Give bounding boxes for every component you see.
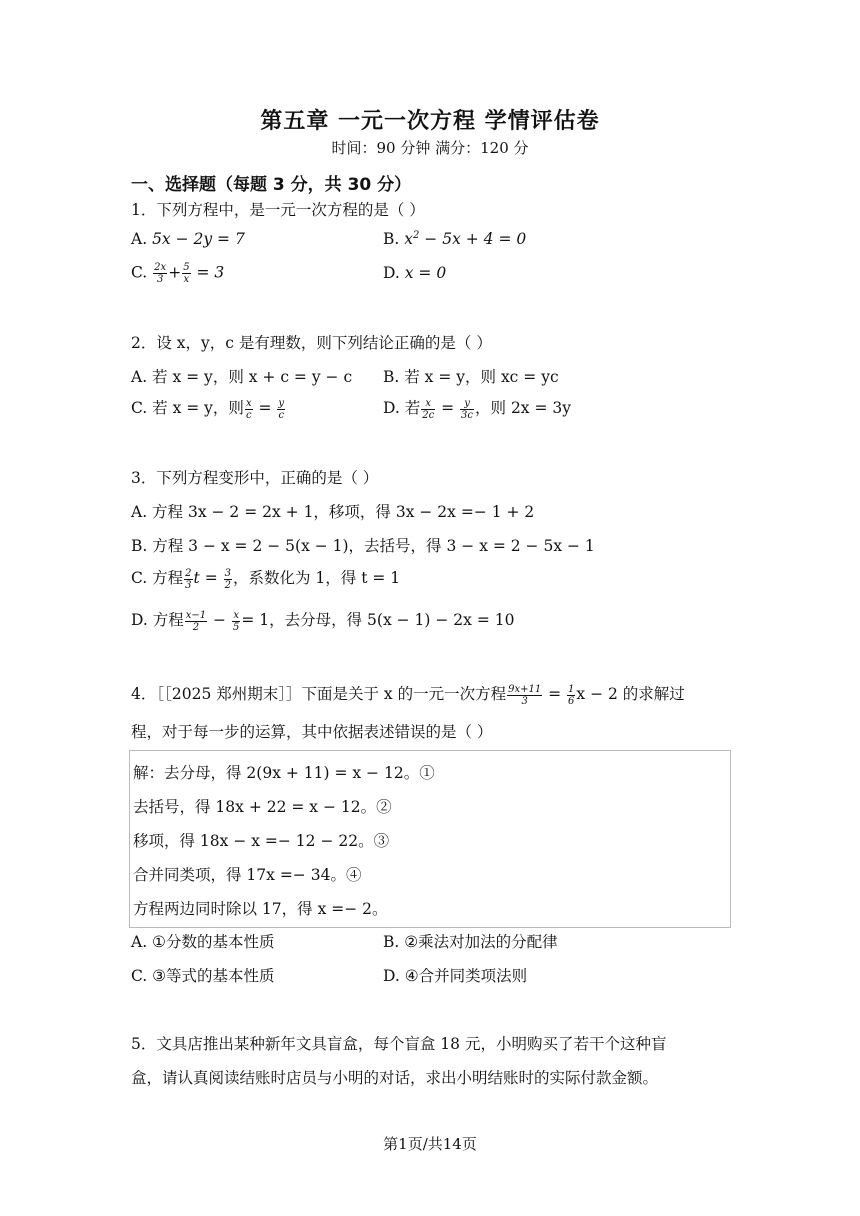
question-4-option-b: B. ②乘法对加法的分配律 xyxy=(383,933,558,951)
question-5-line-1: 5．文具店推出某种新年文具盲盒，每个盲盒 18 元，小明购买了若干个这种盲 xyxy=(131,1035,667,1053)
solution-step: 合并同类项，得 17x =− 34。④ xyxy=(133,866,362,884)
question-2-stem: 2．设 x，y，c 是有理数，则下列结论正确的是（ ） xyxy=(131,334,492,352)
exam-info: 时间：90 分钟 满分：120 分 xyxy=(331,139,529,157)
fraction: $\frac{x}{2c}$ xyxy=(422,397,435,421)
solution-box xyxy=(129,750,731,928)
fraction: $\frac{y}{3c}$ xyxy=(461,397,474,421)
solution-step: 方程两边同时除以 17，得 x =− 2。 xyxy=(133,900,388,918)
question-3-option-a: A. 方程 3x − 2 = 2x + 1，移项，得 3x − 2x =− 1 + 2 xyxy=(131,503,535,521)
question-1-option-c: C. $\frac{2x}{3}$ + $\frac{5}{x}$ = 3 xyxy=(131,262,225,285)
solution-step: 去括号，得 18x + 22 = x − 12。② xyxy=(133,798,392,816)
option-text: D. 方程 xyxy=(131,611,184,629)
question-4-option-a: A. ①分数的基本性质 xyxy=(131,933,275,951)
option-text: ，则 2x = 3y xyxy=(475,399,572,417)
question-5-line-2: 盒，请认真阅读结账时店员与小明的对话，求出小明结账时的实际付款金额。 xyxy=(131,1069,659,1087)
question-2-option-a: A. 若 x = y，则 x + c = y − c xyxy=(131,368,353,386)
option-label: C. xyxy=(131,263,153,282)
fraction: $\frac{x}{c}$ xyxy=(245,397,252,421)
question-2-option-c: C. 若 x = y，则 $\frac{x}{c}$ = $\frac{y}{c}$ xyxy=(131,397,285,421)
fraction: $\frac{2x}{3}$ xyxy=(154,262,167,285)
option-text: = 1，去分母，得 5(x − 1) − 2x = 10 xyxy=(241,611,515,629)
question-2-option-d: D. 若 $\frac{x}{2c}$ = $\frac{y}{3c}$ ，则 2x = 3y xyxy=(383,397,572,421)
solution-step: 移项，得 18x − x =− 12 − 22。③ xyxy=(133,832,390,850)
option-label: A. xyxy=(131,230,153,248)
question-3-stem: 3．下列方程变形中，正确的是（ ） xyxy=(131,469,379,487)
option-label: D. xyxy=(383,264,405,282)
fraction: $\frac{1}{6}$ xyxy=(568,683,575,707)
option-text: C. 方程 xyxy=(131,569,184,587)
fraction: $\frac{x-1}{2}$ xyxy=(185,609,207,633)
section-heading: 一、选择题（每题 3 分，共 30 分） xyxy=(131,175,412,195)
question-4-stem-line-2: 程，对于每一步的运算，其中依据表述错误的是（ ） xyxy=(131,723,493,741)
question-3-option-b: B. 方程 3 − x = 2 − 5(x − 1)，去括号，得 3 − x = 2 − 5x − 1 xyxy=(131,537,595,555)
question-1-stem: 1．下列方程中，是一元一次方程的是（ ） xyxy=(131,201,425,219)
fraction: $\frac{y}{c}$ xyxy=(278,397,285,421)
stem-text: 4．［［2025 郑州期末］］下面是关于 x 的一元一次方程 xyxy=(131,685,507,703)
question-1-option-b xyxy=(383,230,526,248)
option-text: ，系数化为 1，得 t = 1 xyxy=(233,569,401,587)
question-2-option-b: B. 若 x = y，则 xc = yc xyxy=(383,368,559,386)
page-title: 第五章 一元一次方程 学情评估卷 xyxy=(260,109,600,134)
question-1-option-a xyxy=(131,230,245,248)
fraction: $\frac{2}{3}$ xyxy=(185,567,192,591)
option-math: $x^2 - 5x + 4 = 0$ xyxy=(404,230,527,249)
fraction: $\frac{x}{5}$ xyxy=(232,609,240,633)
option-math: 5x − 2y = 7 xyxy=(152,230,245,248)
option-text: C. 若 x = y，则 xyxy=(131,399,244,417)
fraction: $\frac{9x+11}{3}$ xyxy=(508,683,542,707)
fraction: $\frac{5}{x}$ xyxy=(183,262,190,285)
question-3-option-c: C. 方程 $\frac{2}{3}$ t = $\frac{3}{2}$ ，系数化为 1，得 t = 1 xyxy=(131,567,401,591)
page-number: 第1页/共14页 xyxy=(383,1135,477,1153)
solution-step: 解：去分母，得 2(9x + 11) = x − 12。① xyxy=(133,764,435,782)
question-4-option-d: D. ④合并同类项法则 xyxy=(383,967,528,985)
stem-text: x − 2 的求解过 xyxy=(576,685,685,703)
option-text: D. 若 xyxy=(383,399,421,417)
fraction: $\frac{3}{2}$ xyxy=(224,567,231,591)
option-math: x = 0 xyxy=(404,264,447,282)
question-1-option-d xyxy=(383,264,446,282)
question-4-stem-line-1: 4．［［2025 郑州期末］］下面是关于 x 的一元一次方程 $\frac{9x+11}{3}$ = $\frac{1}{6}$ x − 2 的求解过 xyxy=(131,683,685,707)
option-label: B. xyxy=(383,230,405,249)
question-4-option-c: C. ③等式的基本性质 xyxy=(131,967,275,985)
question-3-option-d: D. 方程 $\frac{x-1}{2}$ − $\frac{x}{5}$ = 1，去分母，得 5(x − 1) − 2x = 10 xyxy=(131,609,515,633)
